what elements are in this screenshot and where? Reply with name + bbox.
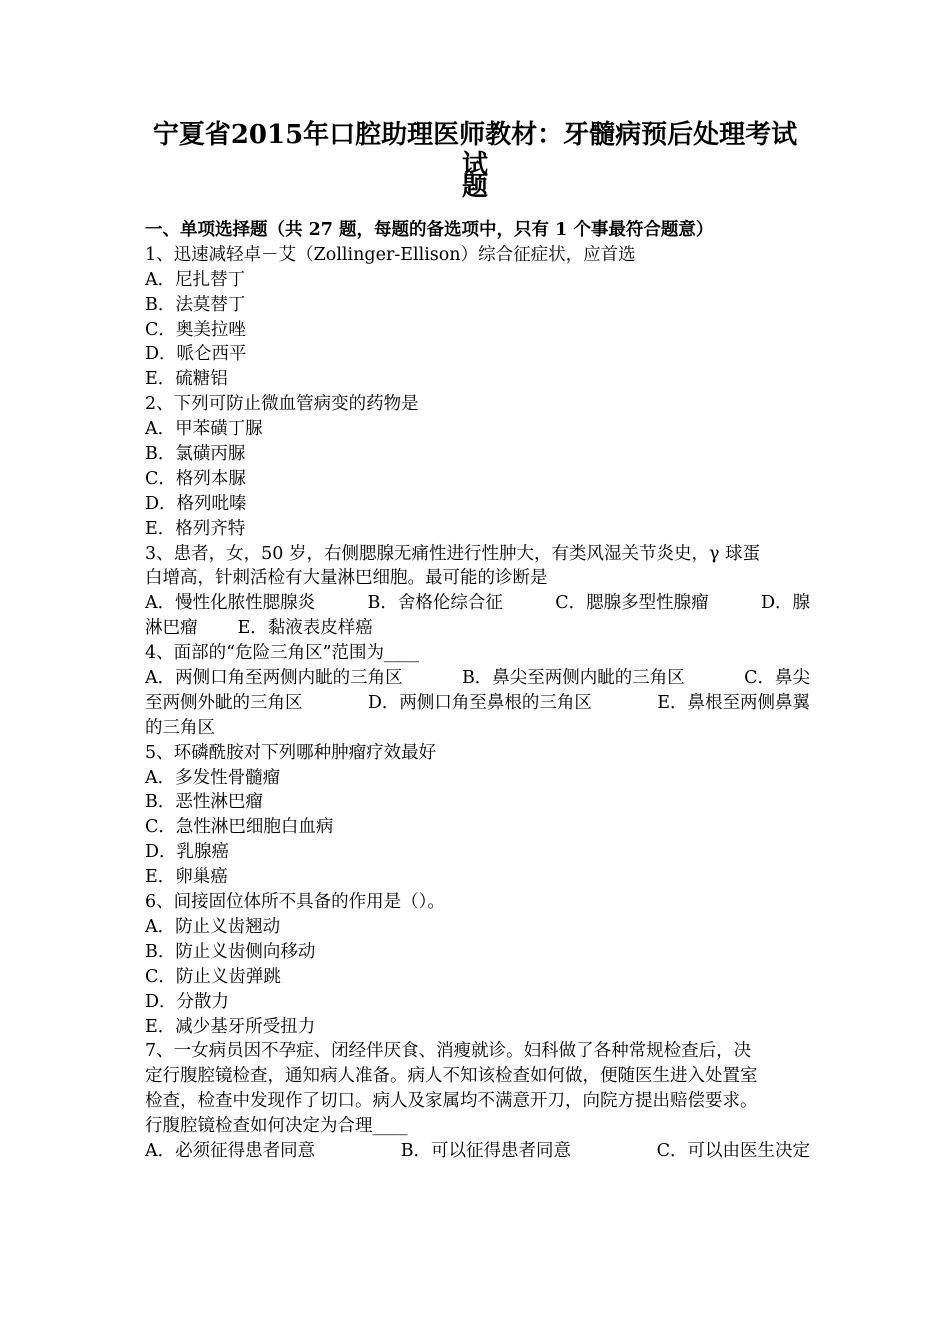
question-1-option-d: D．哌仑西平 [145, 344, 247, 365]
question-5-option-d: D．乳腺癌 [145, 842, 230, 863]
question-5-option-a: A．多发性骨髓瘤 [145, 767, 281, 788]
document-title-line2: 题 [461, 172, 488, 202]
document-body [145, 218, 810, 1164]
question-3-options-row2 [145, 616, 810, 641]
question-6-option-a: A．防止义齿翘动 [145, 916, 281, 937]
question-1-option-a: A．尼扎替丁 [145, 269, 246, 290]
question-7-stem-line1: 7、一女病员因不孕症、闭经伴厌食、消瘦就诊。妇科做了各种常规检查后，决 [145, 1041, 752, 1062]
question-4-option-a: A．两侧口角至两侧内眦的三角区 [145, 668, 403, 689]
question-4-option-c-cont: 至两侧外眦的三角区 [145, 692, 303, 713]
question-6-option-c: C．防止义齿弹跳 [145, 966, 281, 987]
question-3-stem-line1: 3、患者，女，50 岁，右侧腮腺无痛性进行性肿大，有类风湿关节炎史，γ 球蛋 [145, 543, 760, 564]
question-7-option-c: C．可以由医生决定 [656, 1140, 810, 1161]
question-4-options-row2 [145, 691, 810, 716]
question-4-option-e: E．鼻根至两侧鼻翼 [657, 692, 810, 713]
question-4-option-e-cont: 的三角区 [145, 717, 215, 738]
question-3-option-e: E．黏液表皮样癌 [237, 618, 373, 639]
question-7-stem-line4: 行腹腔镜检查如何决定为合理____ [145, 1116, 408, 1137]
question-5-option-e: E．卵巢癌 [145, 867, 228, 888]
document-title-line1: 宁夏省2015年口腔助理医师教材：牙髓病预后处理考试试 [152, 120, 798, 180]
question-7-options-row1 [145, 1139, 810, 1164]
question-3-option-b: B．舍格伦综合征 [367, 593, 503, 614]
question-3-options-row1 [145, 591, 810, 616]
question-3-stem-line2: 白增高，针刺活检有大量淋巴细胞。最可能的诊断是 [145, 568, 548, 589]
question-2-option-d: D．格列吡嗪 [145, 493, 247, 514]
question-3-option-a: A．慢性化脓性腮腺炎 [145, 593, 316, 614]
question-1-option-c: C．奥美拉唑 [145, 319, 246, 340]
question-3-option-c: C．腮腺多型性腺瘤 [555, 593, 709, 614]
question-3-option-d: D．腺 [760, 593, 810, 614]
question-4-option-d: D．两侧口角至鼻根的三角区 [367, 692, 592, 713]
question-2-option-c: C．格列本脲 [145, 468, 246, 489]
question-7-stem-line2: 定行腹腔镜检查，通知病人准备。病人不知该检查如何做，便随医生进入处置室 [145, 1066, 758, 1087]
question-4-options-row1 [145, 666, 810, 691]
question-5-option-b: B．恶性淋巴瘤 [145, 792, 263, 813]
question-2-stem: 2、下列可防止微血管病变的药物是 [145, 394, 419, 415]
question-5-option-c: C．急性淋巴细胞白血病 [145, 817, 334, 838]
section-heading: 一、单项选择题（共 27 题，每题的备选项中，只有 1 个事最符合题意） [145, 220, 714, 240]
question-2-option-e: E．格列齐特 [145, 518, 246, 539]
question-4-option-c: C．鼻尖 [744, 668, 810, 689]
question-6-option-e: E．减少基牙所受扭力 [145, 1016, 316, 1037]
question-4-option-b: B．鼻尖至两侧内眦的三角区 [461, 668, 685, 689]
question-2-option-a: A．甲苯磺丁脲 [145, 419, 263, 440]
question-1-option-b: B．法莫替丁 [145, 294, 246, 315]
question-6-stem: 6、间接固位体所不具备的作用是（）。 [145, 892, 445, 913]
question-5-stem: 5、环磷酰胺对下列哪种肿瘤疗效最好 [145, 742, 437, 763]
question-6-option-d: D．分散力 [145, 991, 230, 1012]
question-7-option-b: B．可以征得患者同意 [400, 1140, 572, 1161]
question-1-option-e: E．硫糖铝 [145, 369, 228, 390]
question-2-option-b: B．氯磺丙脲 [145, 444, 246, 465]
question-3-option-d-cont: 淋巴瘤 [145, 618, 198, 639]
question-1-stem: 1、迅速减轻卓－艾（Zollinger-Ellison）综合征症状，应首选 [145, 244, 636, 265]
question-7-option-a: A．必须征得患者同意 [145, 1140, 316, 1161]
question-7-stem-line3: 检查，检查中发现作了切口。病人及家属均不满意开刀，向院方提出赔偿要求。 [145, 1091, 758, 1112]
question-4-stem: 4、面部的“危险三角区”范围为____ [145, 643, 420, 664]
question-6-option-b: B．防止义齿侧向移动 [145, 941, 316, 962]
